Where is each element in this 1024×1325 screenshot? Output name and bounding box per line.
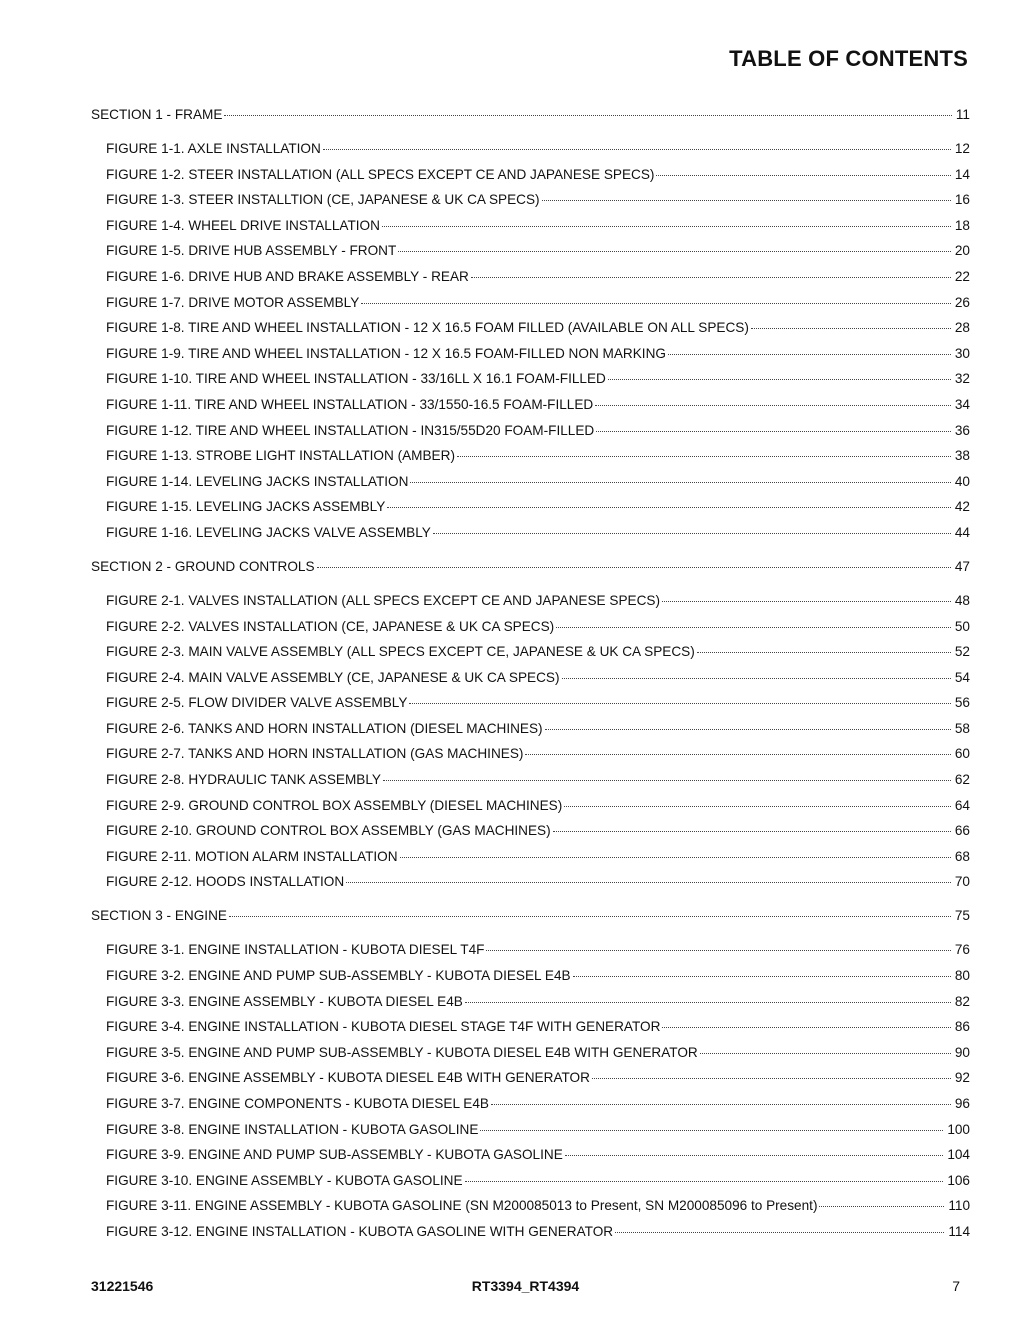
toc-figure-entry[interactable] <box>91 422 970 439</box>
toc-entry-title: FIGURE 3-1. ENGINE INSTALLATION - KUBOTA DIESEL T4F <box>106 942 485 958</box>
toc-entry-page: 38 <box>954 448 970 464</box>
dot-leader <box>361 303 951 304</box>
dot-leader <box>656 175 950 176</box>
toc-figure-entry[interactable] <box>91 140 970 157</box>
toc-figure-entry[interactable] <box>91 345 970 362</box>
dot-leader <box>486 950 950 951</box>
toc-figure-entry[interactable] <box>91 1172 970 1189</box>
toc-entry-page: 11 <box>955 107 970 122</box>
dot-leader <box>433 533 951 534</box>
toc-entry-page: 106 <box>947 1172 970 1188</box>
dot-leader <box>480 1130 943 1131</box>
toc-figure-entry[interactable] <box>91 669 970 686</box>
toc-entry-page: 76 <box>954 942 970 958</box>
toc-entry-page: 26 <box>954 294 970 310</box>
toc-entry-title: SECTION 1 - FRAME <box>91 107 223 122</box>
toc-entry-page: 16 <box>954 192 970 208</box>
toc-entry-title: FIGURE 2-5. FLOW DIVIDER VALVE ASSEMBLY <box>106 695 408 711</box>
toc-figure-entry[interactable] <box>91 294 970 311</box>
toc-figure-entry[interactable] <box>91 993 970 1010</box>
toc-entry-page: 86 <box>954 1019 970 1035</box>
toc-entry-title: FIGURE 1-3. STEER INSTALLTION (CE, JAPANESE & UK CA SPECS) <box>106 192 540 208</box>
dot-leader <box>608 379 951 380</box>
toc-entry-title: FIGURE 2-7. TANKS AND HORN INSTALLATION (GAS MACHINES) <box>106 746 524 762</box>
dot-leader <box>819 1206 944 1207</box>
toc-entry-title: FIGURE 2-8. HYDRAULIC TANK ASSEMBLY <box>106 772 381 788</box>
toc-entry-title: FIGURE 2-4. MAIN VALVE ASSEMBLY (CE, JAPANESE & UK CA SPECS) <box>106 669 560 685</box>
toc-entry-title: FIGURE 3-9. ENGINE AND PUMP SUB-ASSEMBLY - KUBOTA GASOLINE <box>106 1147 563 1163</box>
toc-figure-entry[interactable] <box>91 848 970 865</box>
toc-entry-title: FIGURE 1-16. LEVELING JACKS VALVE ASSEMBLY <box>106 524 431 540</box>
dot-leader <box>383 780 951 781</box>
toc-entry-page: 54 <box>954 669 970 685</box>
toc-entry-page: 104 <box>947 1147 970 1163</box>
dot-leader <box>565 1155 944 1156</box>
toc-figure-entry[interactable] <box>91 694 970 711</box>
toc-entry-title: FIGURE 1-11. TIRE AND WHEEL INSTALLATION - 33/1550-16.5 FOAM-FILLED <box>106 396 594 412</box>
toc-entry-page: 30 <box>954 345 970 361</box>
dot-leader <box>553 831 951 832</box>
toc-entry-title: FIGURE 1-14. LEVELING JACKS INSTALLATION <box>106 473 409 489</box>
toc-entry-page: 82 <box>954 993 970 1009</box>
toc-figure-entry[interactable] <box>91 1044 970 1061</box>
toc-entry-title: FIGURE 3-2. ENGINE AND PUMP SUB-ASSEMBLY - KUBOTA DIESEL E4B <box>106 968 571 984</box>
toc-entry-page: 92 <box>954 1070 970 1086</box>
dot-leader <box>573 976 951 977</box>
toc-section-entry[interactable] <box>91 907 970 924</box>
toc-figure-entry[interactable] <box>91 217 970 234</box>
page-footer <box>91 1278 960 1294</box>
toc-entry-title: FIGURE 2-9. GROUND CONTROL BOX ASSEMBLY (DIESEL MACHINES) <box>106 797 563 813</box>
toc-entry-page: 68 <box>954 848 970 864</box>
toc-entry-page: 12 <box>954 141 970 156</box>
toc-figure-entry[interactable] <box>91 1197 970 1214</box>
dot-leader <box>751 328 951 329</box>
toc-figure-entry[interactable] <box>91 1069 970 1086</box>
dot-leader <box>465 1181 944 1182</box>
toc-entry-page: 14 <box>954 166 970 182</box>
model-name: RT3394_RT4394 <box>471 1278 580 1294</box>
toc-entry-page: 70 <box>954 874 970 890</box>
dot-leader <box>491 1104 951 1105</box>
toc-figure-entry[interactable] <box>91 941 970 958</box>
toc-figure-entry[interactable] <box>91 370 970 387</box>
toc-entry-title: FIGURE 2-11. MOTION ALARM INSTALLATION <box>106 848 398 864</box>
toc-entry-title: SECTION 2 - GROUND CONTROLS <box>91 558 315 574</box>
toc-figure-entry[interactable] <box>91 822 970 839</box>
page-number: 7 <box>952 1278 960 1294</box>
toc-figure-entry[interactable] <box>91 1146 970 1163</box>
dot-leader <box>457 456 951 457</box>
dot-leader <box>323 149 951 150</box>
toc-entry-title: FIGURE 1-9. TIRE AND WHEEL INSTALLATION - 12 X 16.5 FOAM-FILLED NON MARKING <box>106 345 666 361</box>
toc-entry-title: FIGURE 1-4. WHEEL DRIVE INSTALLATION <box>106 217 380 233</box>
dot-leader <box>542 200 951 201</box>
dot-leader <box>229 916 951 917</box>
page-title: TABLE OF CONTENTS <box>729 46 968 71</box>
toc-entry-title: FIGURE 3-10. ENGINE ASSEMBLY - KUBOTA GASOLINE <box>106 1172 463 1188</box>
dot-leader <box>556 627 951 628</box>
toc-entry-title: FIGURE 3-4. ENGINE INSTALLATION - KUBOTA DIESEL STAGE T4F WITH GENERATOR <box>106 1019 661 1035</box>
toc-figure-entry[interactable] <box>91 524 970 541</box>
toc-entry-page: 40 <box>954 473 970 489</box>
toc-entry-title: FIGURE 1-6. DRIVE HUB AND BRAKE ASSEMBLY - REAR <box>106 268 469 284</box>
toc-entry-page: 56 <box>954 695 970 711</box>
toc-entry-page: 64 <box>954 797 970 813</box>
dot-leader <box>564 806 951 807</box>
toc-figure-entry[interactable] <box>91 720 970 737</box>
dot-leader <box>595 405 951 406</box>
dot-leader <box>662 601 951 602</box>
toc-figure-entry[interactable] <box>91 797 970 814</box>
toc-entry-page: 96 <box>954 1096 970 1111</box>
toc-entry-title: FIGURE 1-12. TIRE AND WHEEL INSTALLATION - IN315/55D20 FOAM-FILLED <box>106 422 595 438</box>
toc-figure-entry[interactable] <box>91 396 970 413</box>
toc-figure-entry[interactable] <box>91 447 970 464</box>
toc-entry-title: FIGURE 1-10. TIRE AND WHEEL INSTALLATION - 33/16LL X 16.1 FOAM-FILLED <box>106 371 606 387</box>
toc-entry-title: FIGURE 1-8. TIRE AND WHEEL INSTALLATION - 12 X 16.5 FOAM FILLED (AVAILABLE ON ALL SPECS) <box>106 320 749 336</box>
document-number: 31221546 <box>91 1278 154 1294</box>
toc-entry-page: 22 <box>954 268 970 284</box>
toc-entry-title: FIGURE 3-11. ENGINE ASSEMBLY - KUBOTA GASOLINE (SN M200085013 to Present, SN M200085096 to Present) <box>106 1198 818 1214</box>
toc-figure-entry[interactable] <box>91 1121 970 1138</box>
toc-entry-title: FIGURE 2-1. VALVES INSTALLATION (ALL SPECS EXCEPT CE AND JAPANESE SPECS) <box>106 592 660 608</box>
toc-entry-page: 62 <box>954 772 970 788</box>
dot-leader <box>317 567 951 568</box>
toc-entry-page: 90 <box>954 1044 970 1060</box>
toc-figure-entry[interactable] <box>91 1018 970 1035</box>
dot-leader <box>409 703 950 704</box>
toc-entry-page: 52 <box>954 644 970 660</box>
toc-entry-title: FIGURE 1-7. DRIVE MOTOR ASSEMBLY <box>106 294 360 310</box>
toc-figure-entry[interactable] <box>91 873 970 890</box>
table-of-contents <box>91 106 970 1240</box>
toc-entry-page: 58 <box>954 720 970 736</box>
toc-entry-title: FIGURE 1-2. STEER INSTALLATION (ALL SPECS EXCEPT CE AND JAPANESE SPECS) <box>106 166 655 182</box>
toc-figure-entry[interactable] <box>91 771 970 788</box>
toc-entry-page: 44 <box>954 524 970 540</box>
toc-entry-title: FIGURE 2-12. HOODS INSTALLATION <box>106 874 345 890</box>
toc-figure-entry[interactable] <box>91 473 970 490</box>
toc-entry-page: 42 <box>954 499 970 515</box>
dot-leader <box>668 354 951 355</box>
toc-figure-entry[interactable] <box>91 592 970 609</box>
dot-leader <box>596 431 951 432</box>
toc-entry-page: 110 <box>948 1198 970 1214</box>
toc-figure-entry[interactable] <box>91 166 970 183</box>
dot-leader <box>545 729 951 730</box>
toc-entry-title: FIGURE 3-8. ENGINE INSTALLATION - KUBOTA GASOLINE <box>106 1121 479 1137</box>
toc-entry-page: 48 <box>954 592 970 608</box>
toc-entry-page: 114 <box>948 1223 970 1239</box>
dot-leader <box>562 678 951 679</box>
toc-figure-entry[interactable] <box>91 745 970 762</box>
toc-figure-entry[interactable] <box>91 498 970 515</box>
dot-leader <box>224 115 951 116</box>
dot-leader <box>700 1053 951 1054</box>
dot-leader <box>662 1027 950 1028</box>
toc-entry-title: FIGURE 2-3. MAIN VALVE ASSEMBLY (ALL SPECS EXCEPT CE, JAPANESE & UK CA SPECS) <box>106 644 695 660</box>
toc-entry-page: 75 <box>954 908 970 924</box>
toc-figure-entry[interactable] <box>91 319 970 336</box>
toc-entry-page: 50 <box>954 618 970 634</box>
toc-figure-entry[interactable] <box>91 242 970 259</box>
toc-entry-page: 60 <box>954 746 970 762</box>
toc-entry-title: FIGURE 1-13. STROBE LIGHT INSTALLATION (AMBER) <box>106 448 455 464</box>
dot-leader <box>697 652 951 653</box>
toc-entry-page: 18 <box>954 217 970 233</box>
toc-entry-title: FIGURE 3-5. ENGINE AND PUMP SUB-ASSEMBLY - KUBOTA DIESEL E4B WITH GENERATOR <box>106 1044 698 1060</box>
toc-section-entry[interactable] <box>91 106 970 123</box>
toc-entry-page: 36 <box>954 422 970 438</box>
toc-figure-entry[interactable] <box>91 967 970 984</box>
toc-entry-title: FIGURE 3-12. ENGINE INSTALLATION - KUBOTA GASOLINE WITH GENERATOR <box>106 1223 614 1239</box>
toc-entry-page: 47 <box>954 558 970 574</box>
toc-entry-page: 66 <box>954 823 970 839</box>
dot-leader <box>525 754 950 755</box>
toc-entry-page: 100 <box>947 1121 970 1137</box>
toc-entry-page: 28 <box>954 320 970 336</box>
dot-leader <box>410 482 950 483</box>
dot-leader <box>398 251 951 252</box>
toc-entry-title: FIGURE 2-10. GROUND CONTROL BOX ASSEMBLY (GAS MACHINES) <box>106 823 551 839</box>
toc-entry-title: FIGURE 2-6. TANKS AND HORN INSTALLATION (DIESEL MACHINES) <box>106 720 543 736</box>
toc-section-entry[interactable] <box>91 558 970 575</box>
toc-entry-title: FIGURE 1-5. DRIVE HUB ASSEMBLY - FRONT <box>106 243 397 259</box>
toc-entry-title: SECTION 3 - ENGINE <box>91 908 227 924</box>
dot-leader <box>615 1232 944 1233</box>
toc-figure-entry[interactable] <box>91 618 970 635</box>
toc-entry-page: 80 <box>954 968 970 984</box>
toc-figure-entry[interactable] <box>91 1095 970 1112</box>
toc-figure-entry[interactable] <box>91 191 970 208</box>
dot-leader <box>346 882 951 883</box>
toc-entry-page: 32 <box>954 371 970 387</box>
toc-entry-title: FIGURE 2-2. VALVES INSTALLATION (CE, JAPANESE & UK CA SPECS) <box>106 618 555 634</box>
toc-entry-title: FIGURE 1-1. AXLE INSTALLATION <box>106 141 321 156</box>
toc-figure-entry[interactable] <box>91 1223 970 1240</box>
dot-leader <box>382 226 951 227</box>
toc-figure-entry[interactable] <box>91 643 970 660</box>
dot-leader <box>387 507 951 508</box>
dot-leader <box>592 1078 951 1079</box>
toc-entry-title: FIGURE 3-7. ENGINE COMPONENTS - KUBOTA DIESEL E4B <box>106 1096 489 1111</box>
dot-leader <box>471 277 951 278</box>
dot-leader <box>465 1002 951 1003</box>
dot-leader <box>400 857 951 858</box>
toc-entry-page: 20 <box>954 243 970 259</box>
toc-entry-title: FIGURE 3-6. ENGINE ASSEMBLY - KUBOTA DIESEL E4B WITH GENERATOR <box>106 1070 590 1086</box>
toc-entry-title: FIGURE 3-3. ENGINE ASSEMBLY - KUBOTA DIESEL E4B <box>106 993 463 1009</box>
toc-entry-title: FIGURE 1-15. LEVELING JACKS ASSEMBLY <box>106 499 386 515</box>
toc-entry-page: 34 <box>954 396 970 412</box>
toc-figure-entry[interactable] <box>91 268 970 285</box>
